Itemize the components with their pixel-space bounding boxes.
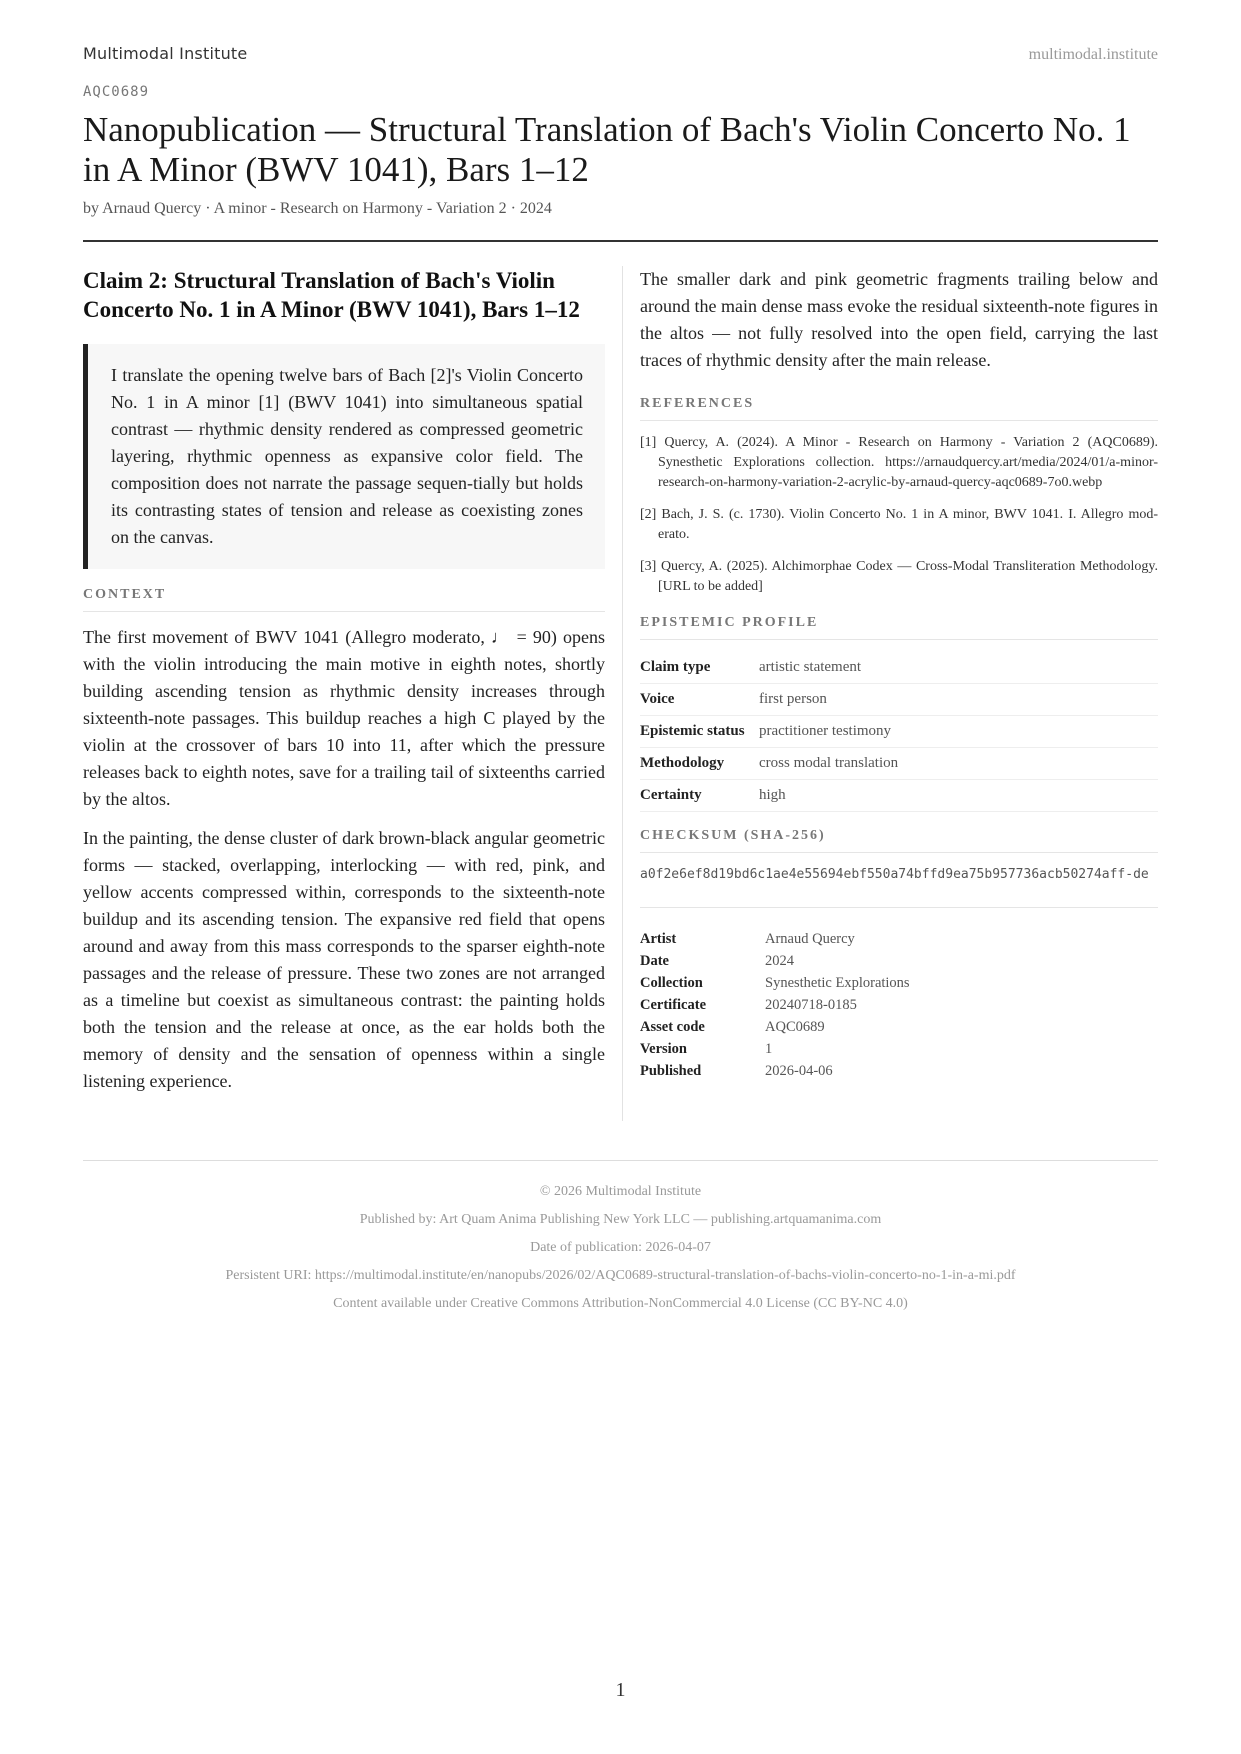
table-row (640, 652, 1158, 684)
table-row (640, 1038, 910, 1060)
metadata-value: Arnaud Quercy (765, 930, 855, 947)
metadata-value: 2024 (765, 952, 794, 969)
metadata-value: AQC0689 (765, 1018, 825, 1035)
context-paragraph: The smaller dark and pink geometric fragments trailing below and around the main dense mass evoke the residual sixteenth-note figures in the altos — not fully resolved into the open field, carrying the last traces of rhythmic density after the main release. (640, 269, 1158, 370)
footer-copyright: © 2026 Multimodal Institute (539, 1184, 702, 1199)
checksum-heading: CHECKSUM (SHA-256) (640, 828, 1158, 853)
epistemic-value: first person (759, 684, 1158, 716)
document-page (83, 0, 1158, 1754)
epistemic-value: cross modal translation (759, 748, 1158, 780)
context-paragraph: The first movement of BWV 1041 (Allegro moderato, ♩ = 90) opens with the violin introducing the main motive in eighth notes, shortly building ascending tension as rhythmic density increases through sixteenth-note passages. This buildup reaches a high C played by the violin at the crossover of bars 10 into 11, after which the pressure releases back to eighth notes, save for a trailing tail of sixteenths carried by the altos. (83, 627, 605, 809)
header-divider (83, 240, 1158, 242)
references-list (640, 433, 1158, 597)
brand-name: Multimodal Institute (83, 44, 248, 63)
metadata-key: Date (640, 952, 669, 969)
metadata-key: Asset code (640, 1018, 705, 1035)
claim-quote-text: I translate the opening twelve bars of Bach [2]'s Violin Concerto No. 1 in A minor [1] (BWV 1041) into simultaneous spatial contrast — rhythmic density rendered as compressed geometric layering, rhythmic openness as expansive color field. The composition does not narrate the passage sequen-tially but holds its contrasting states of tension and release as coexisting zones on the canvas. (111, 365, 583, 547)
metadata-value: 1 (765, 1040, 773, 1057)
table-row (640, 780, 1158, 812)
table-row (640, 994, 910, 1016)
footer-persistent-uri: Persistent URI: https://multimodal.institute/en/nanopubs/2026/02/AQC0689-structural-translation-of-bachs-violin-concerto-no-1-in-a-mi.pdf (225, 1268, 1016, 1283)
metadata-value: 2026-04-06 (765, 1062, 833, 1079)
claim-quote (83, 344, 605, 569)
reference-item: [2] Bach, J. S. (c. 1730). Violin Concerto No. 1 in A minor, BWV 1041. I. Allegro mod-erato. (640, 507, 1158, 542)
table-row (640, 928, 910, 950)
footer-license: Content available under Creative Commons Attribution-NonCommercial 4.0 License (CC BY-NC 4.0) (333, 1296, 908, 1311)
table-row (640, 1016, 910, 1038)
reference-item: [3] Quercy, A. (2025). Alchimorphae Codex — Cross-Modal Transliteration Methodology. [URL to be added] (640, 559, 1158, 594)
page-title: Nanopublication — Structural Translation of Bach's Violin Concerto No. 1 in A Minor (BWV 1041), Bars 1–12 (83, 110, 1131, 189)
table-row (640, 748, 1158, 780)
reference-item: [1] Quercy, A. (2024). A Minor - Research on Harmony - Variation 2 (AQC0689). Synesthetic Explorations collection. https://arnaudquercy.art/media/2024/01/a-minor-research-on-harmony-variation-2-acrylic-by-arnaud-quercy-aqc0689-7o0.webp (640, 435, 1158, 490)
metadata-key: Artist (640, 930, 677, 947)
metadata-key: Published (640, 1062, 702, 1079)
metadata-key: Version (640, 1040, 687, 1057)
epistemic-value: high (759, 780, 1158, 812)
metadata-value: 20240718-0185 (765, 996, 857, 1013)
epistemic-key: Methodology (640, 748, 759, 780)
byline: by Arnaud Quercy · A minor - Research on Harmony - Variation 2 · 2024 (83, 200, 552, 217)
top-bar (83, 44, 1158, 68)
left-column (83, 266, 605, 1107)
epistemic-table (640, 652, 1158, 812)
footer-divider (83, 1160, 1158, 1161)
footer-publication-date: Date of publication: 2026-04-07 (530, 1240, 711, 1255)
references-heading: REFERENCES (640, 396, 1158, 421)
table-row (640, 684, 1158, 716)
claim-title: Claim 2: Structural Translation of Bach's Violin Concerto No. 1 in A Minor (BWV 1041), Bars 1–12 (83, 268, 580, 322)
right-column (640, 266, 1158, 1082)
table-row (640, 950, 910, 972)
page-number: 1 (615, 1679, 626, 1701)
asset-code: AQC0689 (83, 84, 150, 100)
table-row (640, 716, 1158, 748)
metadata-value: Synesthetic Explorations (765, 974, 910, 991)
epistemic-key: Claim type (640, 652, 759, 684)
footer-publisher: Published by: Art Quam Anima Publishing New York LLC — publishing.artquamanima.com (359, 1212, 882, 1227)
context-heading: CONTEXT (83, 587, 605, 612)
metadata-key: Collection (640, 974, 703, 991)
epistemic-value: artistic statement (759, 652, 1158, 684)
checksum-value: a0f2e6ef8d19bd6c1ae4e55694ebf550a74bffd9ea75b957736acb50274aff-de (640, 865, 1158, 908)
epistemic-value: practitioner testimony (759, 716, 1158, 748)
metadata-key: Certificate (640, 996, 707, 1013)
footer (83, 1178, 1158, 1318)
table-row (640, 972, 910, 994)
epistemic-key: Voice (640, 684, 759, 716)
column-divider (622, 266, 623, 1121)
site-domain: multimodal.institute (1028, 46, 1158, 63)
metadata-table (640, 928, 910, 1082)
table-row (640, 1060, 910, 1082)
context-paragraph: In the painting, the dense cluster of dark brown-black angular geometric forms — stacked, overlapping, interlocking — with red, pink, and yellow accents compressed within, corresponds to the sixteenth-note buildup and its ascending tension. The expansive red field that opens around and away from this mass corresponds to the sparser eighth-note passages and the release of pressure. These two zones are not arranged as a timeline but coexist as simultaneous contrast: the painting holds both the tension and the release at once, as the ear holds both the memory of density and the sensation of openness within a single listening experience. (83, 828, 605, 1091)
epistemic-heading: EPISTEMIC PROFILE (640, 615, 1158, 640)
epistemic-key: Epistemic status (640, 716, 759, 748)
epistemic-key: Certainty (640, 780, 759, 812)
